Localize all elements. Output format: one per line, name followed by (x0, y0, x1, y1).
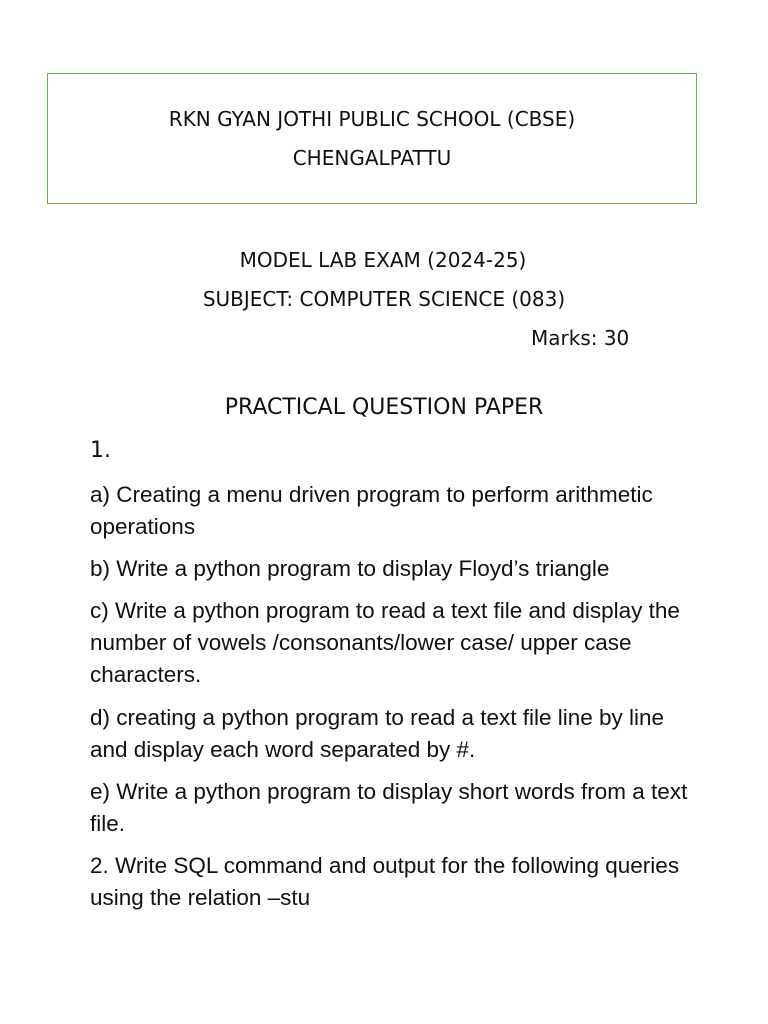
question-item-a: a) Creating a menu driven program to perform arithmetic operations (90, 482, 653, 539)
question-item-c: c) Write a python program to read a text file and display the number of vowels /consonants/lower case/ upper case characters. (90, 598, 680, 687)
question-number: 1. (90, 438, 111, 463)
school-header-box (47, 73, 697, 204)
school-city: CHENGALPATTU (292, 146, 452, 170)
question-item-d: d) creating a python program to read a text file line by line and display each word separated by #. (90, 705, 665, 762)
question-item-b: b) Write a python program to display Floyd’s triangle (90, 556, 610, 581)
question-item-e: e) Write a python program to display short words from a text file. (90, 779, 688, 836)
paper-title: PRACTICAL QUESTION PAPER (224, 395, 544, 420)
exam-title: MODEL LAB EXAM (2024-25) (239, 248, 527, 272)
marks-label: Marks: 30 (531, 326, 630, 350)
question-item-2: 2. Write SQL command and output for the following queries using the relation –stu (90, 853, 680, 910)
school-name: RKN GYAN JOTHI PUBLIC SCHOOL (CBSE) (168, 107, 576, 131)
subject-line: SUBJECT: COMPUTER SCIENCE (083) (202, 287, 566, 311)
